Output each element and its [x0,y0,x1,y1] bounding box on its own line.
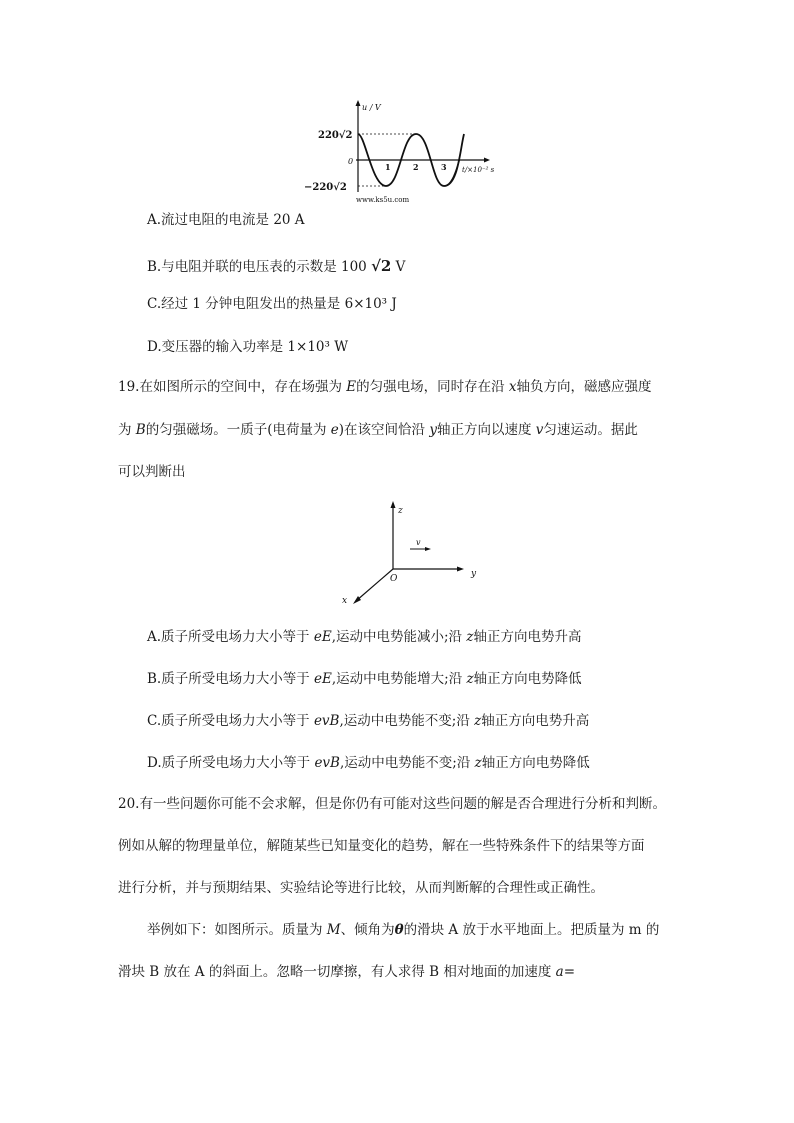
q19-option-b-end: 轴正方向电势降低 [473,671,582,687]
q19-line-3: 可以判断出 [118,464,186,480]
q18-option-b-prefix: B.与电阻并联的电压表的示数是 100 [147,259,372,275]
q19-option-c-force: evB [313,713,340,729]
q18-option-d: D.变压器的输入功率是 1×10³ W [147,339,349,355]
voltage-graph-svg [304,98,506,204]
q19-option-b-post: ,运动中电势能增大;沿 [331,671,467,687]
velocity-label: v [416,538,421,547]
z-axis-arrow [391,501,396,508]
q20-symbol-theta: θ [394,922,404,938]
q18-option-c: C.经过 1 分钟电阻发出的热量是 6×10³ J [147,296,397,312]
voltage-graph [304,98,506,204]
q20-line-5 [118,962,575,982]
q19-option-b-pre: B.质子所受电场力大小等于 [147,671,315,687]
tick-2-label: 2 [413,162,419,172]
q19-option-c-pre: C.质子所受电场力大小等于 [147,713,314,729]
velocity-arrowhead [425,547,431,551]
q20-line-4-part-b: 、倾角为 [340,922,395,938]
q20-line-4 [147,920,659,940]
q19-line-2-part-e: 匀速运动。据此 [543,422,638,438]
q18-option-b-sqrt: √2 [371,257,392,275]
q18-option-a: A.流过电阻的电流是 20 A [147,212,305,228]
top-label: 220√2 [318,130,353,141]
q19-line-2 [118,420,638,440]
q19-option-d [147,753,590,773]
q19-option-a-force: eE [313,629,332,645]
y-axis-arrow [457,567,464,572]
q18-option-b-suffix: V [391,259,406,275]
watermark: www.ks5u.com [356,196,410,204]
q20-equals: = [563,964,576,980]
q19-line-2-part-a: 为 [118,422,136,438]
q19-line-2-part-c: )在该空间恰沿 [338,422,430,438]
q20-line-1: 20.有一些问题你可能不会求解，但是你仍有可能对这些问题的解是否合理进行分析和判断。 [118,796,666,812]
q20-symbol-a: a [555,964,564,980]
tick-3-label: 3 [441,162,447,172]
q20-line-2: 例如从解的物理量单位，解随某些已知量变化的趋势，解在一些特殊条件下的结果等方面 [118,838,645,854]
q19-option-c-end: 轴正方向电势升高 [481,713,590,729]
q19-line-1-part-c: 轴负方向，磁感应强度 [516,379,652,395]
origin-label: 0 [348,157,354,166]
q19-option-a [147,627,581,647]
q19-line-1-part-b: 的匀强电场，同时存在沿 [356,379,509,395]
q19-symbol-E: E [346,379,357,395]
q19-option-d-pre: D.质子所受电场力大小等于 [147,755,315,771]
q19-option-c-post: ,运动中电势能不变;沿 [339,713,475,729]
q19-option-a-z: z [466,629,474,645]
x-axis-arrow [484,158,490,163]
q19-option-a-end: 轴正方向电势升高 [473,629,582,645]
q19-option-d-z: z [474,755,482,771]
q19-line-1 [118,377,652,397]
q19-option-d-force: evB [314,755,340,771]
q19-option-c [147,711,589,731]
q20-symbol-M: M [326,922,341,938]
y-label: y [471,569,477,579]
x-axis [356,569,393,601]
q19-symbol-v: v [535,422,544,438]
q18-option-b [147,256,405,277]
q20-line-4-part-a: 举例如下：如图所示。质量为 [147,922,327,938]
x-axis-label: t/×10⁻² s [462,166,495,174]
q20-line-5-part-a: 滑块 B 放在 A 的斜面上。忽略一切摩擦，有人求得 B 相对地面的加速度 [118,964,556,980]
y-axis-label: u / V [362,103,381,112]
q19-symbol-B: B [135,422,146,438]
q19-option-c-z: z [474,713,482,729]
axes-figure-svg [330,495,490,613]
q19-symbol-e: e [330,422,339,438]
bottom-label: −220√2 [304,182,347,193]
q19-line-2-part-d: 轴正方向以速度 [436,422,536,438]
tick-1-label: 1 [385,162,391,172]
q19-option-b-z: z [466,671,474,687]
q19-symbol-x: x [508,379,517,395]
q19-option-d-post: ,运动中电势能不变;沿 [339,755,475,771]
q19-option-a-post: ,运动中电势能减小;沿 [331,629,467,645]
x-label: x [342,596,348,606]
origin-label: O [390,574,398,584]
q19-option-b [147,669,582,689]
q20-line-4-part-c: 的滑块 A 放于水平地面上。把质量为 m 的 [403,922,660,938]
q19-symbol-y: y [429,422,437,438]
q19-option-d-end: 轴正方向电势降低 [481,755,590,771]
z-label: z [398,506,403,516]
q19-line-2-part-b: 的匀强磁场。一质子(电荷量为 [145,422,331,438]
q20-line-3: 进行分析，并与预期结果、实验结论等进行比较，从而判断解的合理性或正确性。 [118,880,604,896]
q19-line-1-part-a: 19.在如图所示的空间中，存在场强为 [118,379,347,395]
q19-option-a-pre: A.质子所受电场力大小等于 [147,629,314,645]
y-axis-arrow [356,100,361,106]
axes-figure [330,495,490,613]
q19-option-b-force: eE [314,671,332,687]
